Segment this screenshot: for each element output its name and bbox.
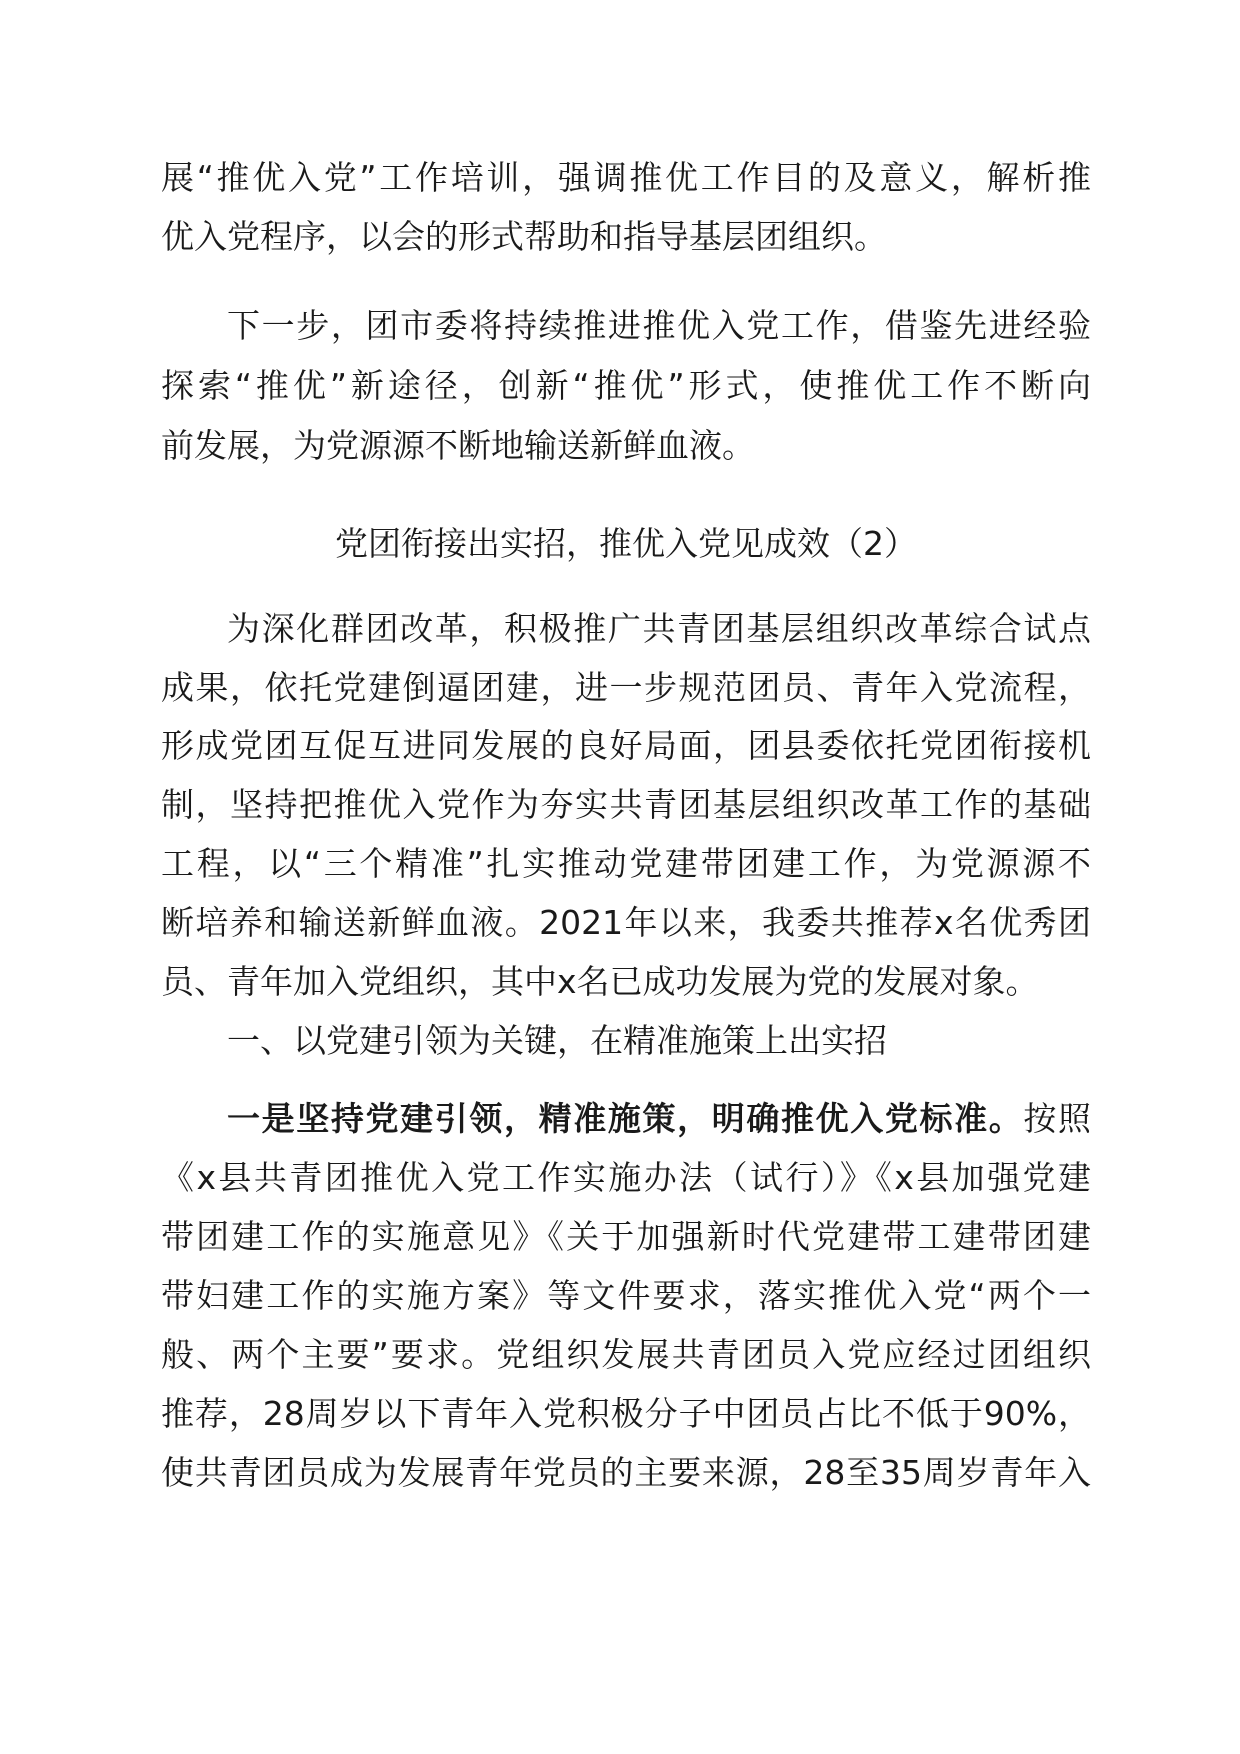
paragraph-line: 前发展，为党源源不断地输送新鲜血液。	[161, 426, 755, 465]
section-heading: 一、以党建引领为关键，在精准施策上出实招	[227, 1021, 887, 1060]
section-title: 党团衔接出实招，推优入党见成效（2）	[335, 524, 917, 563]
paragraph-line: 下一步，团市委将持续推进推优入党工作，借鉴先进经验	[227, 306, 1091, 345]
paragraph-line: 形成党团互促互进同发展的良好局面，团县委依托党团衔接机	[161, 726, 1091, 765]
paragraph-line: 工程，以“三个精准”扎实推动党建带团建工作，为党源源不	[161, 844, 1091, 883]
paragraph-line: 为深化群团改革，积极推广共青团基层组织改革综合试点	[227, 609, 1091, 648]
paragraph-line: 探索“推优”新途径，创新“推优”形式，使推优工作不断向	[161, 366, 1091, 405]
paragraph-line: 制，坚持把推优入党作为夯实共青团基层组织改革工作的基础	[161, 785, 1091, 824]
paragraph-line	[227, 1099, 1091, 1139]
paragraph-line: 成果，依托党建倒逼团建，进一步规范团员、青年入党流程，	[161, 668, 1091, 707]
paragraph-line: 带团建工作的实施意见》《关于加强新时代党建带工建带团建	[161, 1217, 1091, 1256]
paragraph-line: 推荐，28周岁以下青年入党积极分子中团员占比不低于90%，	[161, 1394, 1091, 1433]
lead-continuation: 按照	[1023, 1099, 1091, 1138]
paragraph-line: 带妇建工作的实施方案》等文件要求，落实推优入党“两个一	[161, 1276, 1091, 1315]
paragraph-line: 优入党程序，以会的形式帮助和指导基层团组织。	[161, 217, 887, 256]
paragraph-line: 《x县共青团推优入党工作实施办法（试行）》《x县加强党建	[161, 1158, 1091, 1197]
paragraph-line: 断培养和输送新鲜血液。2021年以来，我委共推荐x名优秀团	[161, 903, 1091, 942]
paragraph-line: 员、青年加入党组织，其中x名已成功发展为党的发展对象。	[161, 962, 1039, 1001]
paragraph-line: 使共青团员成为发展青年党员的主要来源，28至35周岁青年入	[161, 1453, 1091, 1492]
paragraph-line: 般、两个主要”要求。党组织发展共青团员入党应经过团组织	[161, 1335, 1091, 1374]
bold-lead-text: 一是坚持党建引领，精准施策，明确推优入党标准。	[227, 1099, 1024, 1138]
paragraph-line: 展“推优入党”工作培训，强调推优工作目的及意义，解析推	[161, 158, 1091, 197]
